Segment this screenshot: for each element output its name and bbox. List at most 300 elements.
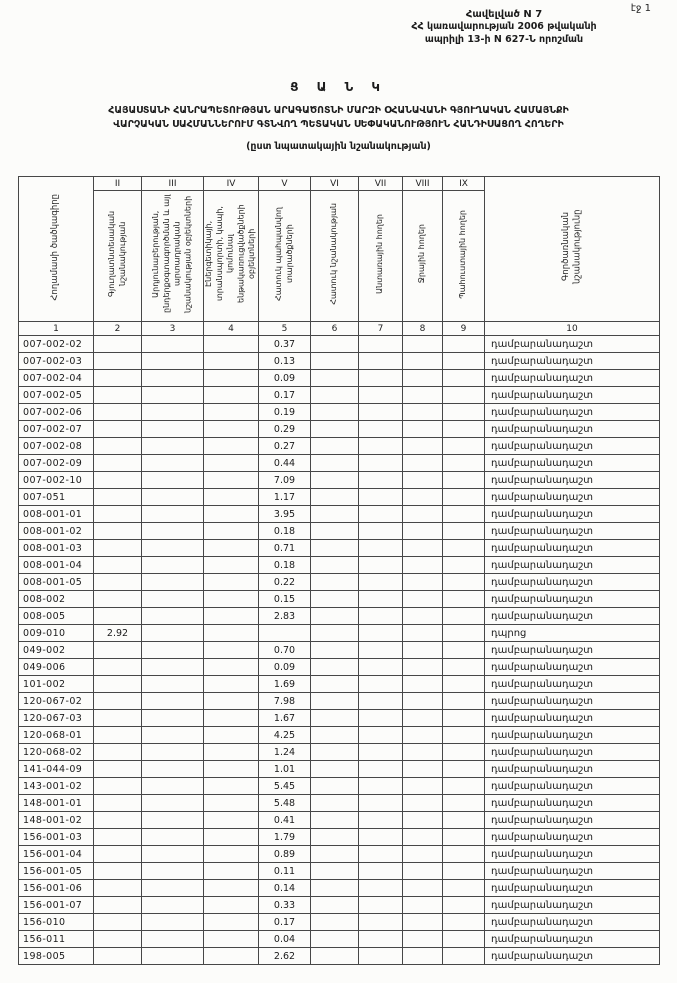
table-row <box>19 540 660 557</box>
area-value-cell-col2 <box>94 472 142 489</box>
parcel-code-cell: 007-002-09 <box>19 455 94 472</box>
table-row <box>19 829 660 846</box>
column-number-cell: 5 <box>259 322 311 336</box>
parcel-code-cell: 120-067-02 <box>19 693 94 710</box>
area-value-cell-col2 <box>94 880 142 897</box>
parcel-code-cell: 120-068-01 <box>19 727 94 744</box>
area-value-cell-col9 <box>443 557 485 574</box>
parcel-code-cell: 156-001-05 <box>19 863 94 880</box>
area-value-cell-col8 <box>403 693 443 710</box>
designation-cell: դամբարանադաշտ <box>485 608 660 625</box>
area-value-cell-col5: 4.25 <box>259 727 311 744</box>
area-value-cell-col8 <box>403 506 443 523</box>
area-value-cell-col3 <box>142 625 204 642</box>
area-value-cell-col7 <box>359 812 403 829</box>
area-value-cell-col7 <box>359 608 403 625</box>
area-value-cell-col5: 0.37 <box>259 336 311 353</box>
area-value-cell-col9 <box>443 472 485 489</box>
area-value-cell-col3 <box>142 761 204 778</box>
table-row <box>19 489 660 506</box>
parcel-code-cell: 007-002-06 <box>19 404 94 421</box>
area-value-cell-col6 <box>311 370 359 387</box>
area-value-cell-col5: 0.33 <box>259 897 311 914</box>
parcel-code-cell: 148-001-01 <box>19 795 94 812</box>
area-value-cell-col5: 2.62 <box>259 948 311 965</box>
area-value-cell-col7 <box>359 795 403 812</box>
column-number-cell: 1 <box>19 322 94 336</box>
table-row <box>19 421 660 438</box>
area-value-cell-col3 <box>142 574 204 591</box>
area-value-cell-col4 <box>204 404 259 421</box>
area-value-cell-col6 <box>311 506 359 523</box>
page-number: էջ 1 <box>630 3 651 14</box>
area-value-cell-col2 <box>94 438 142 455</box>
parcel-code-cell: 007-002-05 <box>19 387 94 404</box>
area-value-cell-col3 <box>142 591 204 608</box>
area-value-cell-col3 <box>142 438 204 455</box>
area-value-cell-col9 <box>443 829 485 846</box>
table-row <box>19 438 660 455</box>
designation-cell: դամբարանադաշտ <box>485 591 660 608</box>
table-row <box>19 659 660 676</box>
area-value-cell-col8 <box>403 455 443 472</box>
area-value-cell-col4 <box>204 642 259 659</box>
area-value-cell-col7 <box>359 472 403 489</box>
designation-cell: դամբարանադաշտ <box>485 710 660 727</box>
area-value-cell-col6 <box>311 931 359 948</box>
area-value-cell-col6 <box>311 795 359 812</box>
area-value-cell-col2 <box>94 676 142 693</box>
area-value-cell-col2 <box>94 778 142 795</box>
designation-cell: դամբարանադաշտ <box>485 659 660 676</box>
area-value-cell-col2: 2.92 <box>94 625 142 642</box>
designation-cell: դամբարանադաշտ <box>485 336 660 353</box>
area-value-cell-col5: 5.48 <box>259 795 311 812</box>
area-value-cell-col7 <box>359 574 403 591</box>
designation-cell: դամբարանադաշտ <box>485 540 660 557</box>
area-value-cell-col2 <box>94 370 142 387</box>
category-header-col2: Գյուղատնտեսական նշանակության <box>94 191 142 322</box>
area-value-cell-col9 <box>443 778 485 795</box>
area-value-cell-col5: 5.45 <box>259 778 311 795</box>
area-value-cell-col6 <box>311 574 359 591</box>
area-value-cell-col2 <box>94 931 142 948</box>
area-value-cell-col5: 0.04 <box>259 931 311 948</box>
area-value-cell-col9 <box>443 710 485 727</box>
area-value-cell-col3 <box>142 489 204 506</box>
document-subtitle <box>10 104 667 131</box>
area-value-cell-col7 <box>359 829 403 846</box>
area-value-cell-col8 <box>403 778 443 795</box>
designation-cell: դամբարանադաշտ <box>485 914 660 931</box>
area-value-cell-col7 <box>359 625 403 642</box>
area-value-cell-col4 <box>204 897 259 914</box>
area-value-cell-col3 <box>142 744 204 761</box>
area-value-cell-col6 <box>311 387 359 404</box>
area-value-cell-col5 <box>259 625 311 642</box>
parcel-code-cell: 008-002 <box>19 591 94 608</box>
state-lands-table <box>18 176 660 965</box>
area-value-cell-col4 <box>204 557 259 574</box>
designation-cell: դամբարանադաշտ <box>485 404 660 421</box>
area-value-cell-col7 <box>359 948 403 965</box>
designation-cell: դամբարանադաշտ <box>485 472 660 489</box>
area-value-cell-col9 <box>443 523 485 540</box>
category-header-col8: Ջրային հողեր <box>403 191 443 322</box>
area-value-cell-col2 <box>94 659 142 676</box>
area-value-cell-col4 <box>204 863 259 880</box>
area-value-cell-col9 <box>443 812 485 829</box>
area-value-cell-col6 <box>311 948 359 965</box>
area-value-cell-col2 <box>94 387 142 404</box>
area-value-cell-col7 <box>359 387 403 404</box>
area-value-cell-col6 <box>311 625 359 642</box>
designation-cell: դամբարանադաշտ <box>485 846 660 863</box>
area-value-cell-col4 <box>204 744 259 761</box>
parcel-code-cell: 008-001-03 <box>19 540 94 557</box>
table-row <box>19 880 660 897</box>
area-value-cell-col7 <box>359 557 403 574</box>
area-value-cell-col4 <box>204 948 259 965</box>
area-value-cell-col5: 1.79 <box>259 829 311 846</box>
area-value-cell-col2 <box>94 727 142 744</box>
designation-cell: դամբարանադաշտ <box>485 506 660 523</box>
table-row <box>19 523 660 540</box>
area-value-cell-col4 <box>204 659 259 676</box>
designation-cell: դամբարանադաշտ <box>485 948 660 965</box>
parcel-code-cell: 008-001-05 <box>19 574 94 591</box>
area-value-cell-col6 <box>311 778 359 795</box>
area-value-cell-col6 <box>311 472 359 489</box>
table-row <box>19 897 660 914</box>
table-row <box>19 914 660 931</box>
area-value-cell-col2 <box>94 710 142 727</box>
area-value-cell-col5: 7.98 <box>259 693 311 710</box>
area-value-cell-col3 <box>142 557 204 574</box>
annex-line-3: ապրիլի 13-ի N 627-Ն որոշման <box>424 33 584 45</box>
parcel-code-cell: 007-002-07 <box>19 421 94 438</box>
area-value-cell-col7 <box>359 489 403 506</box>
area-value-cell-col2 <box>94 591 142 608</box>
area-value-cell-col9 <box>443 659 485 676</box>
designation-cell: դամբարանադաշտ <box>485 557 660 574</box>
designation-cell: դամբարանադաշտ <box>485 693 660 710</box>
area-value-cell-col3 <box>142 421 204 438</box>
parcel-code-cell: 007-002-10 <box>19 472 94 489</box>
area-value-cell-col4 <box>204 540 259 557</box>
area-value-cell-col9 <box>443 421 485 438</box>
area-value-cell-col9 <box>443 489 485 506</box>
area-value-cell-col6 <box>311 812 359 829</box>
area-value-cell-col7 <box>359 744 403 761</box>
designation-cell: դպրոց <box>485 625 660 642</box>
area-value-cell-col4 <box>204 353 259 370</box>
area-value-cell-col2 <box>94 336 142 353</box>
table-row <box>19 744 660 761</box>
area-value-cell-col5: 0.41 <box>259 812 311 829</box>
area-value-cell-col7 <box>359 897 403 914</box>
area-value-cell-col8 <box>403 387 443 404</box>
area-value-cell-col7 <box>359 523 403 540</box>
column-number-cell: 10 <box>485 322 660 336</box>
roman-numerals-row <box>19 177 660 191</box>
area-value-cell-col8 <box>403 608 443 625</box>
area-value-cell-col4 <box>204 387 259 404</box>
area-value-cell-col9 <box>443 438 485 455</box>
area-value-cell-col7 <box>359 727 403 744</box>
table-row <box>19 370 660 387</box>
parcel-code-cell: 101-002 <box>19 676 94 693</box>
designation-cell: դամբարանադաշտ <box>485 880 660 897</box>
area-value-cell-col3 <box>142 336 204 353</box>
area-value-cell-col5: 0.22 <box>259 574 311 591</box>
table-row <box>19 863 660 880</box>
area-value-cell-col4 <box>204 761 259 778</box>
table-row <box>19 455 660 472</box>
area-value-cell-col7 <box>359 710 403 727</box>
area-value-cell-col2 <box>94 523 142 540</box>
area-value-cell-col4 <box>204 676 259 693</box>
area-value-cell-col6 <box>311 744 359 761</box>
area-value-cell-col5: 1.24 <box>259 744 311 761</box>
area-value-cell-col3 <box>142 455 204 472</box>
designation-cell: դամբարանադաշտ <box>485 761 660 778</box>
area-value-cell-col3 <box>142 540 204 557</box>
area-value-cell-col7 <box>359 353 403 370</box>
area-value-cell-col3 <box>142 778 204 795</box>
area-value-cell-col4 <box>204 880 259 897</box>
area-value-cell-col7 <box>359 676 403 693</box>
area-value-cell-col8 <box>403 421 443 438</box>
designation-cell: դամբարանադաշտ <box>485 523 660 540</box>
table-row <box>19 812 660 829</box>
annex-reference-block <box>348 8 660 46</box>
designation-cell: դամբարանադաշտ <box>485 795 660 812</box>
area-value-cell-col3 <box>142 676 204 693</box>
column-number-cell: 3 <box>142 322 204 336</box>
parcel-code-cell: 008-001-02 <box>19 523 94 540</box>
area-value-cell-col7 <box>359 455 403 472</box>
area-value-cell-col4 <box>204 931 259 948</box>
area-value-cell-col7 <box>359 642 403 659</box>
parcel-code-cell: 141-044-09 <box>19 761 94 778</box>
area-value-cell-col8 <box>403 489 443 506</box>
area-value-cell-col6 <box>311 438 359 455</box>
area-value-cell-col8 <box>403 948 443 965</box>
table-row <box>19 608 660 625</box>
area-value-cell-col6 <box>311 455 359 472</box>
table-row <box>19 506 660 523</box>
area-value-cell-col4 <box>204 591 259 608</box>
area-value-cell-col9 <box>443 846 485 863</box>
area-value-cell-col8 <box>403 523 443 540</box>
area-value-cell-col4 <box>204 574 259 591</box>
parcel-code-cell: 007-002-03 <box>19 353 94 370</box>
area-value-cell-col6 <box>311 676 359 693</box>
column-number-cell: 2 <box>94 322 142 336</box>
table-row <box>19 404 660 421</box>
table-row <box>19 795 660 812</box>
area-value-cell-col8 <box>403 761 443 778</box>
area-value-cell-col8 <box>403 863 443 880</box>
parcel-code-cell: 143-001-02 <box>19 778 94 795</box>
area-value-cell-col6 <box>311 421 359 438</box>
area-value-cell-col4 <box>204 710 259 727</box>
area-value-cell-col3 <box>142 370 204 387</box>
table-row <box>19 574 660 591</box>
area-value-cell-col6 <box>311 863 359 880</box>
area-value-cell-col9 <box>443 336 485 353</box>
parcel-code-cell: 148-001-02 <box>19 812 94 829</box>
roman-numeral-cell: II <box>94 177 142 191</box>
area-value-cell-col6 <box>311 642 359 659</box>
area-value-cell-col2 <box>94 353 142 370</box>
document-title: Ց Ա Ն Կ <box>290 80 387 94</box>
roman-numeral-cell: V <box>259 177 311 191</box>
area-value-cell-col8 <box>403 880 443 897</box>
area-value-cell-col2 <box>94 846 142 863</box>
parcel-code-cell: 008-005 <box>19 608 94 625</box>
area-value-cell-col4 <box>204 846 259 863</box>
area-value-cell-col9 <box>443 744 485 761</box>
roman-numeral-cell: VIII <box>403 177 443 191</box>
area-value-cell-col3 <box>142 404 204 421</box>
table-row <box>19 778 660 795</box>
area-value-cell-col9 <box>443 863 485 880</box>
area-value-cell-col2 <box>94 761 142 778</box>
area-value-cell-col5: 0.27 <box>259 438 311 455</box>
area-value-cell-col5: 0.71 <box>259 540 311 557</box>
area-value-cell-col5: 0.29 <box>259 421 311 438</box>
area-value-cell-col9 <box>443 897 485 914</box>
parcel-code-cell: 008-001-01 <box>19 506 94 523</box>
area-value-cell-col8 <box>403 897 443 914</box>
designation-cell: դամբարանադաշտ <box>485 642 660 659</box>
area-value-cell-col6 <box>311 914 359 931</box>
parcel-code-cell: 049-002 <box>19 642 94 659</box>
area-value-cell-col3 <box>142 642 204 659</box>
area-value-cell-col9 <box>443 387 485 404</box>
area-value-cell-col6 <box>311 489 359 506</box>
table-row <box>19 710 660 727</box>
area-value-cell-col2 <box>94 914 142 931</box>
area-value-cell-col3 <box>142 914 204 931</box>
category-header-col5: Հատուկ պահպանվող տարածքների <box>259 191 311 322</box>
col10-header-cell <box>485 177 660 322</box>
parcel-code-cell: 156-001-04 <box>19 846 94 863</box>
area-value-cell-col5: 1.01 <box>259 761 311 778</box>
area-value-cell-col8 <box>403 914 443 931</box>
area-value-cell-col3 <box>142 880 204 897</box>
area-value-cell-col9 <box>443 506 485 523</box>
table-row <box>19 353 660 370</box>
area-value-cell-col6 <box>311 880 359 897</box>
parcel-code-cell: 198-005 <box>19 948 94 965</box>
area-value-cell-col6 <box>311 659 359 676</box>
area-value-cell-col7 <box>359 404 403 421</box>
area-value-cell-col7 <box>359 846 403 863</box>
area-value-cell-col8 <box>403 591 443 608</box>
subtitle-note: (ըստ նպատակային նշանակության) <box>246 141 431 152</box>
area-value-cell-col2 <box>94 608 142 625</box>
area-value-cell-col8 <box>403 625 443 642</box>
area-value-cell-col9 <box>443 608 485 625</box>
area-value-cell-col9 <box>443 676 485 693</box>
area-value-cell-col3 <box>142 710 204 727</box>
roman-numeral-cell: III <box>142 177 204 191</box>
area-value-cell-col2 <box>94 744 142 761</box>
area-value-cell-col8 <box>403 642 443 659</box>
parcel-code-cell: 156-001-06 <box>19 880 94 897</box>
area-value-cell-col6 <box>311 897 359 914</box>
area-value-cell-col4 <box>204 472 259 489</box>
area-value-cell-col7 <box>359 693 403 710</box>
area-value-cell-col3 <box>142 829 204 846</box>
area-value-cell-col7 <box>359 370 403 387</box>
area-value-cell-col6 <box>311 761 359 778</box>
parcel-code-cell: 120-068-02 <box>19 744 94 761</box>
area-value-cell-col4 <box>204 812 259 829</box>
area-value-cell-col8 <box>403 846 443 863</box>
table-row <box>19 591 660 608</box>
area-value-cell-col3 <box>142 931 204 948</box>
parcel-code-cell: 008-001-04 <box>19 557 94 574</box>
area-value-cell-col3 <box>142 506 204 523</box>
column-number-cell: 9 <box>443 322 485 336</box>
area-value-cell-col5: 0.09 <box>259 370 311 387</box>
area-value-cell-col3 <box>142 659 204 676</box>
parcel-code-cell: 049-006 <box>19 659 94 676</box>
area-value-cell-col2 <box>94 863 142 880</box>
area-value-cell-col3 <box>142 353 204 370</box>
designation-cell: դամբարանադաշտ <box>485 727 660 744</box>
area-value-cell-col9 <box>443 693 485 710</box>
parcel-code-cell: 007-002-04 <box>19 370 94 387</box>
designation-cell: դամբարանադաշտ <box>485 421 660 438</box>
area-value-cell-col8 <box>403 438 443 455</box>
designation-cell: դամբարանադաշտ <box>485 489 660 506</box>
area-value-cell-col9 <box>443 591 485 608</box>
area-value-cell-col6 <box>311 336 359 353</box>
area-value-cell-col4 <box>204 608 259 625</box>
area-value-cell-col2 <box>94 829 142 846</box>
annex-line-1: Հավելված N 7 <box>465 9 543 20</box>
area-value-cell-col8 <box>403 744 443 761</box>
area-value-cell-col9 <box>443 948 485 965</box>
area-value-cell-col9 <box>443 404 485 421</box>
area-value-cell-col2 <box>94 574 142 591</box>
area-value-cell-col6 <box>311 404 359 421</box>
roman-numeral-cell: IX <box>443 177 485 191</box>
area-value-cell-col6 <box>311 693 359 710</box>
area-value-cell-col2 <box>94 455 142 472</box>
area-value-cell-col6 <box>311 540 359 557</box>
designation-cell: դամբարանադաշտ <box>485 744 660 761</box>
area-value-cell-col5: 0.18 <box>259 523 311 540</box>
table-row <box>19 625 660 642</box>
category-header-col3: Արդյունաբերության, ընդերքօգտագործման և այլ արտադրական նշանակության օբյեկտների <box>142 191 204 322</box>
annex-line-2: ՀՀ կառավարության 2006 թվականի <box>411 21 597 33</box>
area-value-cell-col4 <box>204 795 259 812</box>
parcel-code-cell: 156-001-03 <box>19 829 94 846</box>
parcel-code-cell: 156-010 <box>19 914 94 931</box>
area-value-cell-col2 <box>94 506 142 523</box>
area-value-cell-col8 <box>403 472 443 489</box>
area-value-cell-col7 <box>359 863 403 880</box>
table-row <box>19 948 660 965</box>
table-row <box>19 336 660 353</box>
area-value-cell-col3 <box>142 608 204 625</box>
